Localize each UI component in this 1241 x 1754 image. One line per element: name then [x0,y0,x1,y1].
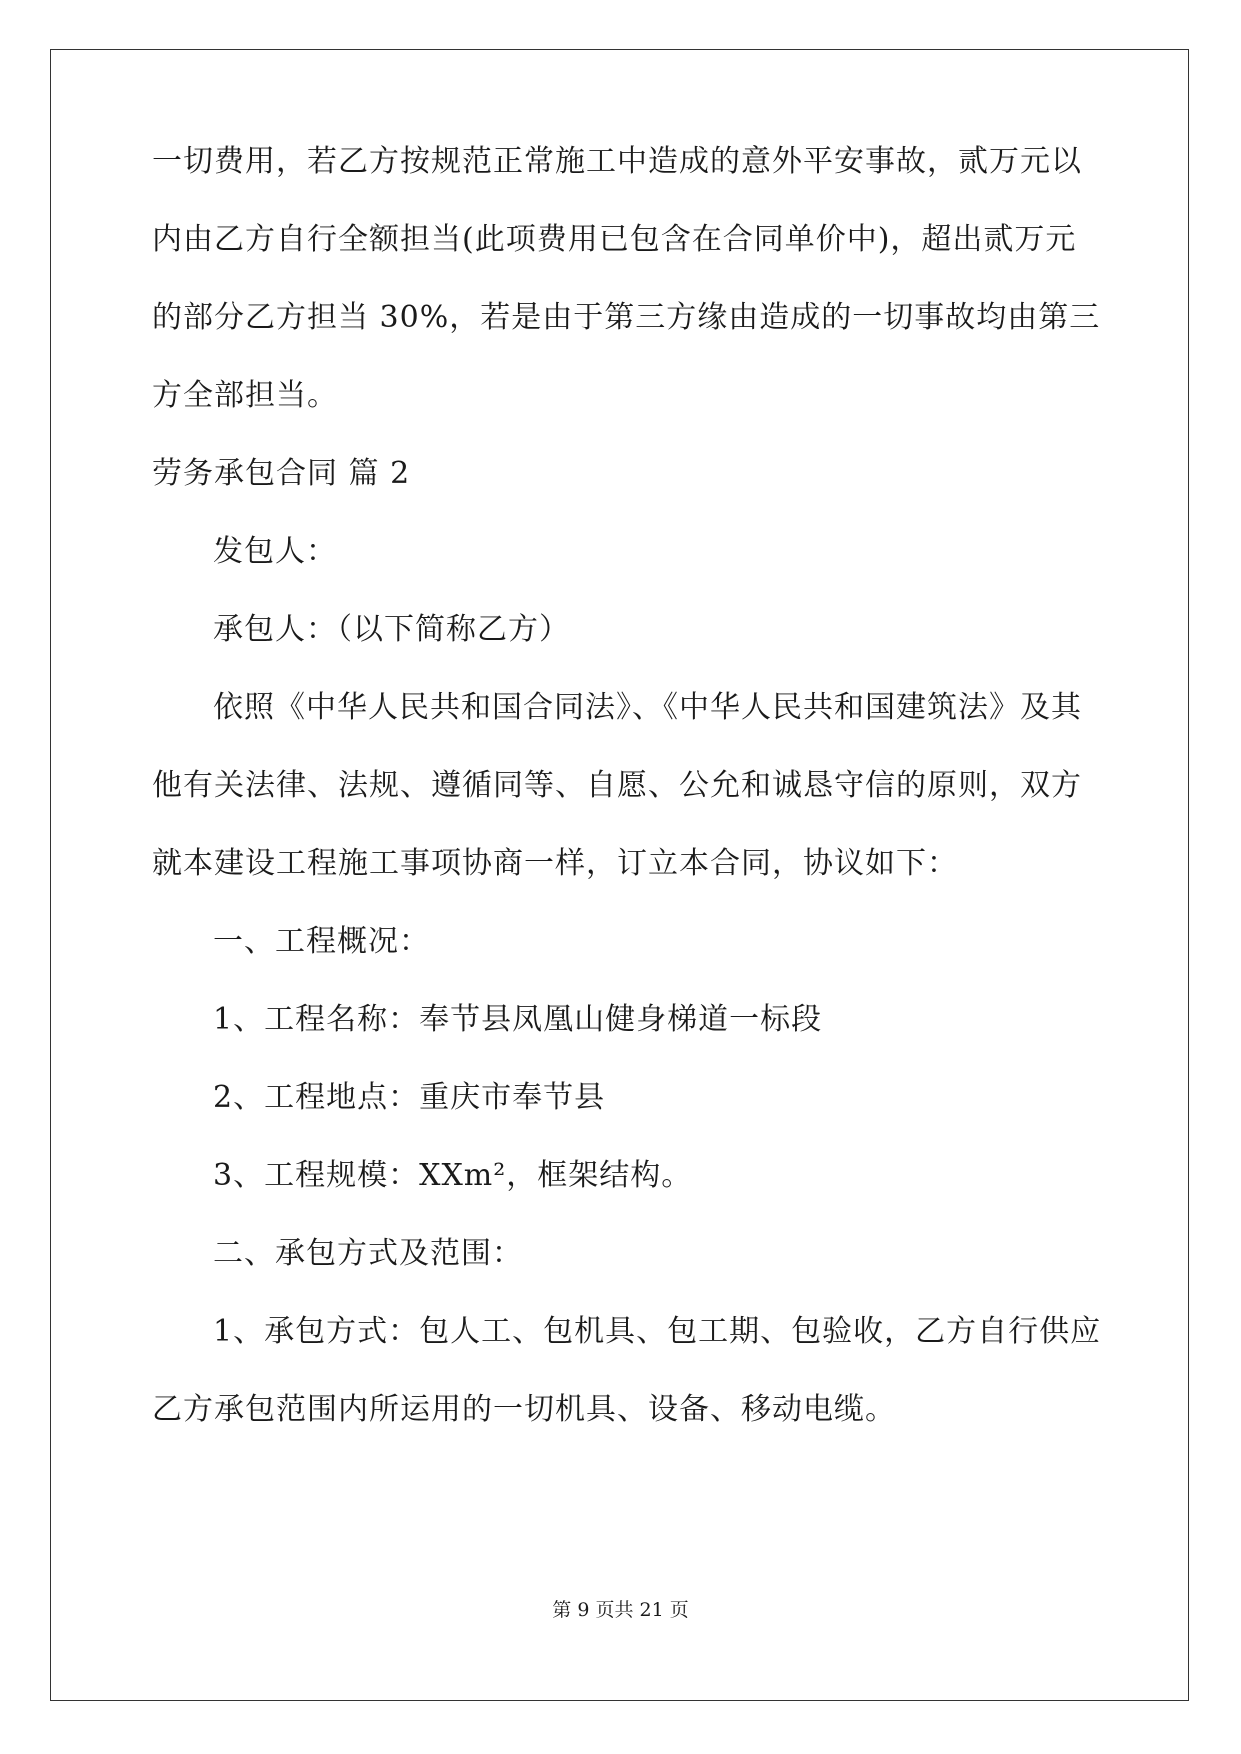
clause-heading: 二、承包方式及范围： [213,1236,523,1271]
clause-item: 2、工程地点：重庆市奉节县 [213,1080,606,1115]
body-text-line: 方全部担当。 [152,378,338,413]
clause-item: 3、工程规模：XXm²，框架结构。 [213,1158,693,1193]
body-text-line: 就本建设工程施工事项协商一样，订立本合同，协议如下： [152,846,958,881]
page-number: 第 9 页 [552,1599,615,1621]
body-text-line: 他有关法律、法规、遵循同等、自愿、公允和诚恳守信的原则，双方 [152,768,1082,803]
body-text-line: 内由乙方自行全额担当(此项费用已包含在合同单价中)，超出贰万元 [152,222,1077,257]
party-a-line: 发包人： [213,534,337,569]
clause-heading: 一、工程概况： [213,924,430,959]
body-text-line: 依照《中华人民共和国合同法》、《中华人民共和国建筑法》及其 [213,690,1082,725]
clause-item: 1、承包方式：包人工、包机具、包工期、包验收，乙方自行供应 [213,1314,1102,1349]
body-text-line: 乙方承包范围内所运用的一切机具、设备、移动电缆。 [152,1392,896,1427]
page-total: 共 21 页 [614,1599,689,1621]
party-b-line: 承包人：（以下简称乙方） [213,612,570,647]
clause-item: 1、工程名称：奉节县凤凰山健身梯道一标段 [213,1002,823,1037]
body-text-line: 的部分乙方担当 30%，若是由于第三方缘由造成的一切事故均由第三 [152,300,1101,335]
page-footer [0,1598,1241,1622]
body-text-line: 一切费用，若乙方按规范正常施工中造成的意外平安事故，贰万元以 [152,144,1082,179]
section-title: 劳务承包合同 篇 2 [152,456,411,491]
